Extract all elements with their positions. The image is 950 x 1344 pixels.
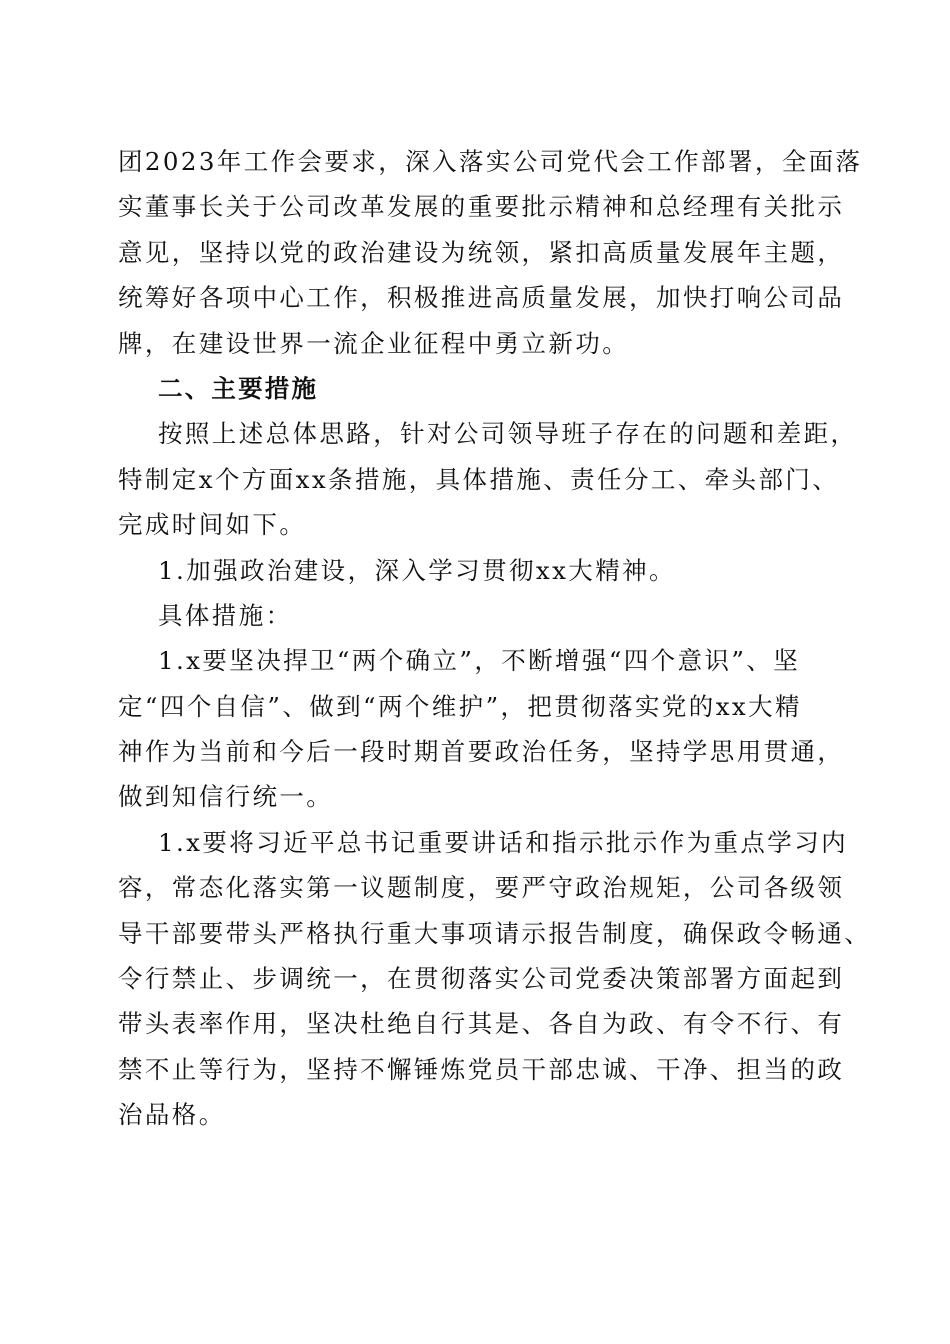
- text-line: 1.x要将习近平总书记重要讲话和指示批示作为重点学习内: [158, 827, 848, 857]
- text-line: 定“四个自信”、做到“两个维护”，把贯彻落实党的xx大精: [118, 691, 802, 721]
- text-line: 1.x要坚决捍卫“两个确立”，不断增强“四个意识”、坚: [158, 646, 801, 676]
- item-title: 1.加强政治建设，深入学习贯彻xx大精神。: [158, 555, 676, 585]
- text-line: 按照上述总体思路，针对公司领导班子存在的问题和差距，: [158, 419, 858, 449]
- text-line: 令行禁止、步调统一，在贯彻落实公司党委决策部署方面起到: [118, 964, 845, 994]
- text-line: 统筹好各项中心工作，积极推进高质量发展，加快打响公司品: [118, 283, 845, 313]
- section-heading: 二、主要措施: [158, 373, 319, 403]
- measures-label: 具体措施：: [158, 600, 293, 630]
- text-line: 完成时间如下。: [118, 510, 307, 540]
- text-line: 禁不止等行为，坚持不懈锤炼党员干部忠诚、干净、担当的政: [118, 1054, 845, 1084]
- measure-paragraph: [118, 820, 872, 1138]
- text-line: 特制定x个方面xx条措施，具体措施、责任分工、牵头部门、: [118, 464, 840, 494]
- text-line: 带头表率作用，坚决杜绝自行其是、各自为政、有令不行、有: [118, 1009, 845, 1039]
- text-line: 做到知信行统一。: [118, 782, 334, 812]
- document-body: [118, 139, 872, 1138]
- text-line: 导干部要带头严格执行重大事项请示报告制度，确保政令畅通、: [118, 918, 872, 948]
- text-line: 实董事长关于公司改革发展的重要批示精神和总经理有关批示: [118, 192, 845, 222]
- text-line: 容，常态化落实第一议题制度，要严守政治规矩，公司各级领: [118, 873, 845, 903]
- text-line: 团2023年工作会要求，深入落实公司党代会工作部署，全面落: [118, 147, 863, 176]
- paragraph-overall-approach: [118, 139, 863, 366]
- text-line: 意见，坚持以党的政治建设为统领，紧扣高质量发展年主题，: [118, 237, 845, 267]
- text-line: 治品格。: [118, 1100, 226, 1130]
- paragraph-measures-intro: [118, 411, 858, 547]
- text-line: 神作为当前和今后一段时期首要政治任务，坚持学思用贯通，: [118, 737, 845, 767]
- measure-paragraph: [118, 638, 858, 820]
- text-line: 牌，在建设世界一流企业征程中勇立新功。: [118, 328, 630, 358]
